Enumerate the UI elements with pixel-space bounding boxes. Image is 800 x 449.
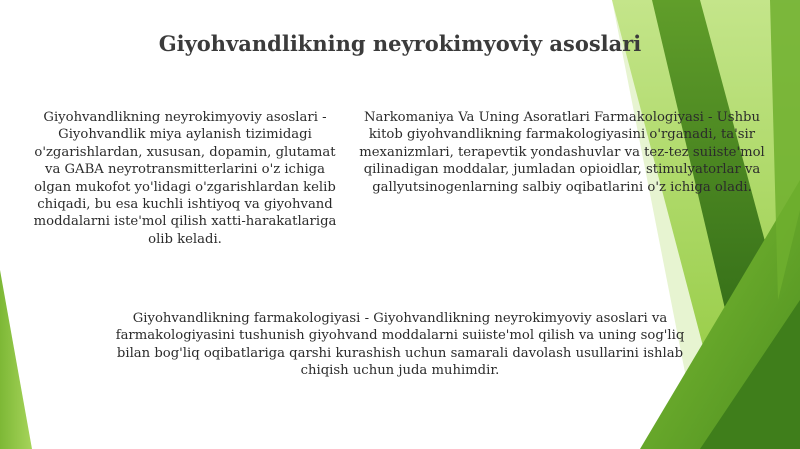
paragraph-left: Giyohvandlikning neyrokimyoviy asoslari - Giyohvandlik miya aylanish tizimidagi o'zgarishlardan, xususan, dopamin, glutamat va GABA neyrotransmitterlarini o'z ichiga olgan mukofot yo'lidagi o'zgarishlardan kelib chiqadi, bu esa kuchli ishtiyoq va giyohvand moddalarni iste'mol qilish xatti-harakatlariga olib keladi.: [33, 110, 337, 247]
paragraph-right: Narkomaniya Va Uning Asoratlari Farmakologiyasi - Ushbu kitob giyohvandlikning farmakologiyasini o'rganadi, ta'sir mexanizmlari, terapevtik yondashuvlar va tez-tez suiiste'mol qilinadigan moddalar, jumladan opioidlar, stimulyatorlar va gallyutsinogenlarning salbiy oqibatlarini o'z ichiga oladi.: [359, 110, 765, 195]
slide-title: Giyohvandlikning neyrokimyoviy asoslari: [158, 31, 642, 56]
left-wedge-shape: [0, 270, 32, 449]
paragraph-bottom: Giyohvandlikning farmakologiyasi - Giyohvandlikning neyrokimyoviy asoslari va farmakologiyasini tushunish giyohvand moddalarni suiiste'mol qilish va uning sog'liq bilan bog'liq oqibatlariga qarshi kurashish uchun samarali davolash usullarini ishlab chiqish uchun juda muhimdir.: [115, 311, 685, 379]
